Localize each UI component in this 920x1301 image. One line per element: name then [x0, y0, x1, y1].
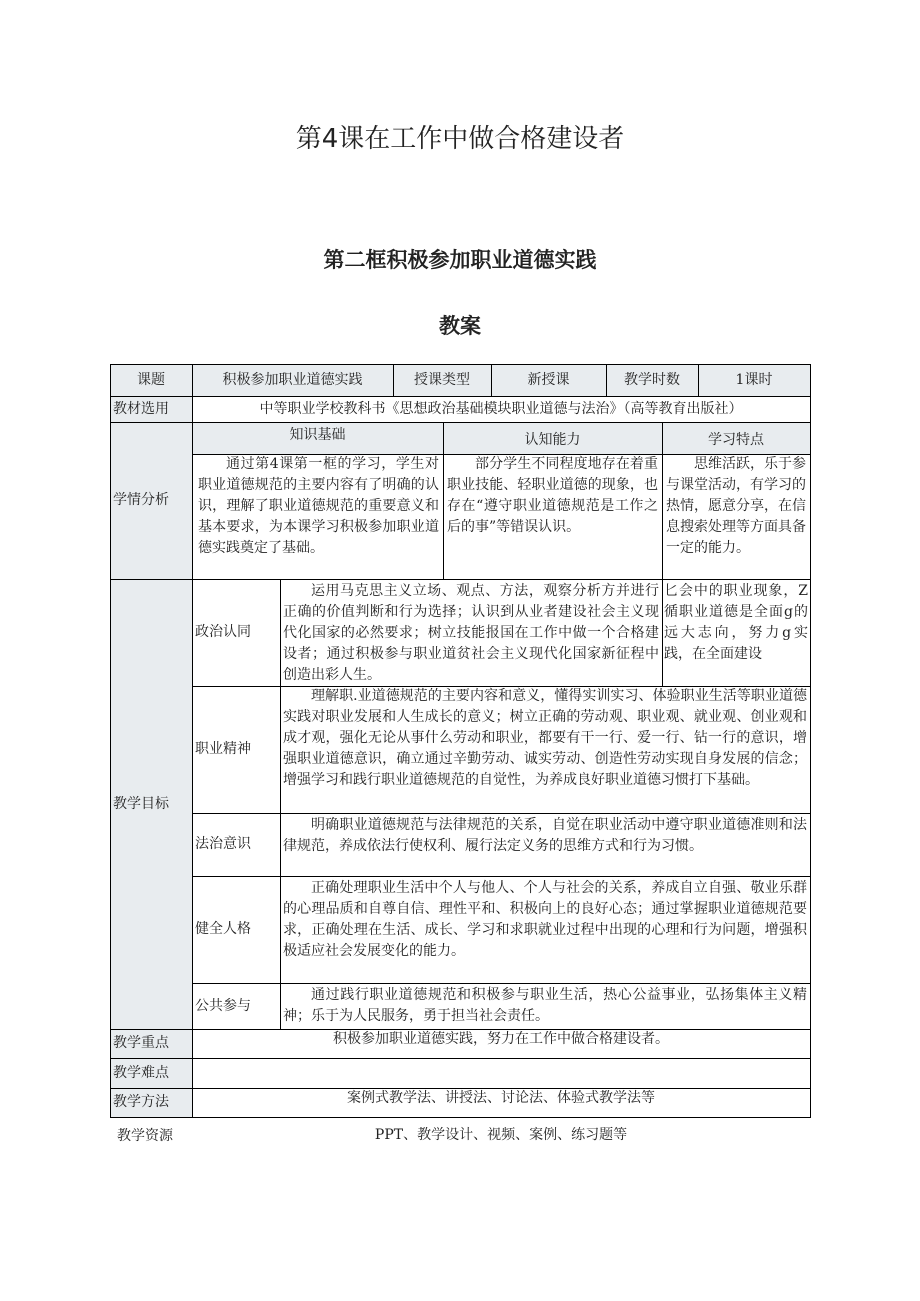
- label-textbook: 教材选用: [113, 400, 169, 417]
- document-title: 第4课在工作中做合格建设者: [295, 124, 625, 154]
- knowledge-basis-text: 通过第4课第一框的学习，学生对职业道德规范的主要内容有了明确的认识，理解了职业道德规范的重要意义和基本要求，为本课学习积极参加职业道德实践奠定了基础。: [198, 456, 439, 556]
- document-heading: 教案: [439, 314, 481, 338]
- topic-value: 积极参加职业道德实践: [222, 371, 363, 388]
- goal-sound-personality-label: 健全人格: [195, 921, 251, 937]
- goal-political-identity-label: 政治认同: [195, 624, 251, 640]
- textbook-value: 中等职业学校教科书《思想政治基础模块职业道德与法治》（高等教育出版社）: [259, 400, 743, 417]
- goal-political-identity-side-text: 匕会中的职业现象，Z循职业道德是全面g的远大志向，努力g实践，在全面建设: [664, 583, 808, 662]
- header-knowledge-basis: 知识基础: [289, 426, 346, 443]
- header-cognitive-ability: 认知能力: [524, 431, 581, 448]
- learning-traits-text: 思维活跃，乐于参与课堂活动，有学习的热情，愿意分享，在信息搜索处理等方面具备一定的能力。: [666, 456, 806, 556]
- teaching-hours-value: 1课时: [735, 371, 773, 388]
- label-teaching-method: 教学方法: [113, 1094, 169, 1110]
- document-subtitle: 第二框积极参加职业道德实践: [323, 248, 597, 272]
- goal-public-participation-text: 通过践行职业道德规范和积极参与职业生活，热心公益事业，弘扬集体主义精神；乐于为人民服务，勇于担当社会责任。: [283, 987, 807, 1024]
- label-topic: 课题: [137, 371, 165, 388]
- goal-professional-spirit-label: 职业精神: [195, 741, 251, 757]
- label-teaching-goals: 教学目标: [113, 795, 169, 812]
- label-teaching-hours: 教学时数: [624, 371, 680, 388]
- header-learning-traits: 学习特点: [708, 431, 764, 448]
- label-key-point: 教学重点: [113, 1035, 169, 1051]
- label-student-analysis: 学情分析: [113, 492, 169, 508]
- label-lesson-type: 授课类型: [414, 371, 470, 388]
- resources-value: PPT、教学设计、视频、案例、练习题等: [374, 1127, 628, 1143]
- goal-political-identity-text: 运用马克思主义立场、观点、方法，观察分析方并进行正确的价值判断和行为选择；认识到从业者建设社会主义现代化国家的必然要求；树立技能报国在工作中做一个合格建设者；通过积极参与职业道贫社会主义现代化国家新征程中创造出彩人生。: [283, 583, 659, 683]
- goal-legal-awareness-label: 法治意识: [195, 836, 251, 852]
- teaching-method-value: 案例式教学法、讲授法、讨论法、体验式教学法等: [347, 1090, 655, 1106]
- key-point-value: 积极参加职业道德实践，努力在工作中做合格建设者。: [333, 1031, 669, 1047]
- difficulty-value: [192, 1058, 810, 1088]
- goal-professional-spirit-text: 理解职.业道德规范的主要内容和意义，懂得实训实习、体验职业生活等职业道德实践对职业发展和人生成长的意义；树立正确的劳动观、职业观、就业观、创业观和成才观，强化无论从事什么劳动和职业，都要有干一行、爱一行、钻一行的意识，增强职业道德意识，确立通过辛勤劳动、诚实劳动、创造性劳动实现自身发展的信念；增强学习和践行职业道德规范的自觉性，为养成良好职业道德习惯打下基础。: [283, 688, 807, 788]
- label-difficulty: 教学难点: [113, 1064, 169, 1081]
- goal-public-participation-label: 公共参与: [195, 997, 251, 1014]
- lesson-type-value: 新授课: [527, 371, 570, 388]
- goal-legal-awareness-text: 明确职业道德规范与法律规范的关系，自觉在职业活动中遵守职业道德准则和法律规范，养成依法行使权利、履行法定义务的思维方式和行为习惯。: [283, 817, 807, 854]
- goal-sound-personality-text: 正确处理职业生活中个人与他人、个人与社会的关系，养成自立自强、敬业乐群的心理品质和自尊自信、理性平和、积极向上的良好心态；通过掌握职业道德规范要求，正确处理在生活、成长、学习和求职就业过程中出现的心理和行为问题，增强积极适应社会发展变化的能力。: [283, 880, 807, 959]
- label-resources: 教学资源: [117, 1128, 173, 1144]
- cognitive-ability-text: 部分学生不同程度地存在着重职业技能、轻职业道德的现象，也存在“遵守职业道德规范是工作之后的事”等错误认识。: [447, 456, 658, 535]
